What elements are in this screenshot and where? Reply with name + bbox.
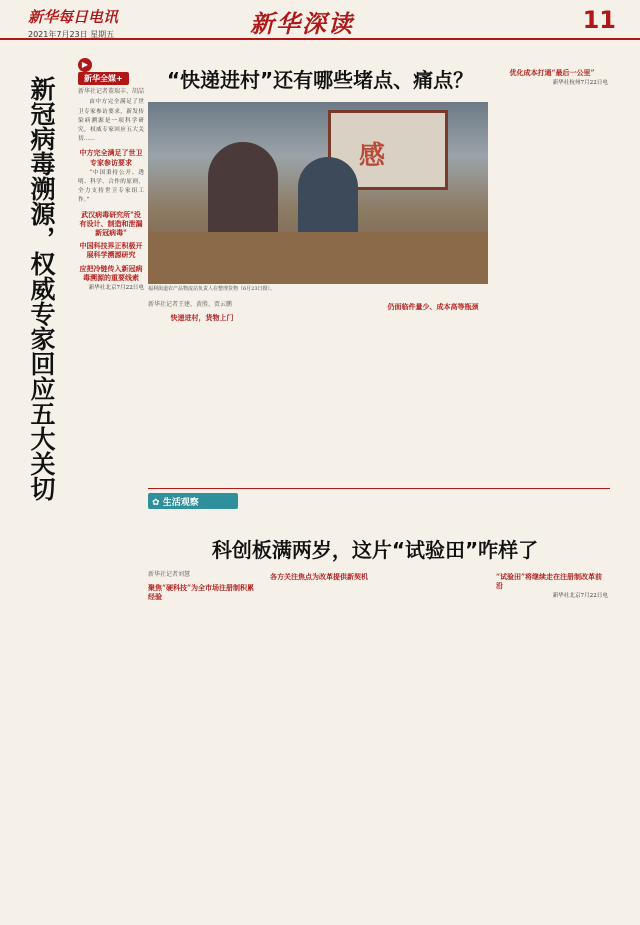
left-sub2: 武汉病毒研究所"没有设计、制造和泄漏新冠病毒" bbox=[79, 209, 143, 238]
issue-date: 2021年7月23日 星期五 bbox=[28, 30, 115, 39]
section-divider bbox=[148, 488, 610, 489]
bottom-byline: 新华社记者刘慧 bbox=[148, 571, 191, 578]
left-article-tag: ▶新华全媒+ bbox=[78, 58, 144, 85]
left-article-title-block bbox=[22, 58, 70, 518]
newspaper-logo: 新华每日电讯 bbox=[28, 8, 119, 26]
bottom-signature: 新华社北京7月22日电 bbox=[552, 593, 608, 600]
left-article-title: 新冠病毒溯源，权威专家回应五大关切 bbox=[27, 75, 56, 501]
article-photo bbox=[148, 102, 488, 284]
section-title: 新华深读 bbox=[250, 9, 354, 38]
page-number: 11 bbox=[582, 6, 616, 34]
top-column-3 bbox=[378, 298, 488, 488]
photo-sign: 感 bbox=[328, 110, 448, 190]
top-sub1: 快递进村，货物上门 bbox=[170, 313, 234, 323]
bottom-sub1: 聚焦“硬科技”为全市场注册制积累经验 bbox=[148, 583, 255, 602]
top-column-1 bbox=[148, 298, 256, 488]
top-column-2 bbox=[262, 298, 372, 488]
top-signature: 新华社杭州7月22日电 bbox=[552, 80, 608, 87]
left-signature: 新华社北京7月22日电 bbox=[88, 285, 144, 292]
left-sub4: 应把冷链传入新冠病毒溯源的重要线索 bbox=[79, 263, 143, 282]
bottom-column-2 bbox=[264, 568, 374, 908]
top-column-4 bbox=[496, 64, 608, 524]
top-sub3: 优化成本打通“最后一公里” bbox=[509, 68, 595, 77]
left-intro: 由中方完全满足了世卫专家参访要求，新发传染病溯源是一项科学研究，权威专家回应五大关切…… bbox=[78, 99, 144, 143]
left-byline: 新华社记者董瑞丰、胡喆 bbox=[78, 88, 144, 96]
bottom-sub3: “试验田”将继续走在注册制改革前沿 bbox=[496, 572, 603, 591]
top-byline: 新华社记者王建、黄胜、贾云鹏 bbox=[148, 301, 233, 308]
left-sub1: 中方完全满足了世卫专家参访要求 bbox=[79, 148, 143, 167]
bottom-article-title: 科创板满两岁，这片“试验田”咋样了 bbox=[211, 538, 539, 562]
left-article-column bbox=[78, 58, 144, 908]
top-article-title: “快递进村”还有哪些堵点、痛点？ bbox=[166, 68, 474, 92]
photo-caption: 福利街道农产品物流站负责人在整理货物（6月23日摄）。 bbox=[148, 286, 276, 292]
bottom-column-1 bbox=[148, 568, 258, 908]
photo-table bbox=[148, 232, 488, 284]
masthead-left bbox=[28, 6, 118, 40]
left-sub3: 中国科技界正积极开展科学溯源研究 bbox=[79, 241, 143, 260]
bottom-sub2: 各方关注焦点为改革提供新契机 bbox=[270, 572, 368, 581]
left-body-1: “中国秉持公开、透明、科学、合作的原则，全力支持世卫专家组工作。” bbox=[78, 169, 144, 204]
media-icon: ▶ bbox=[78, 58, 92, 72]
life-observation-tag: ✿ 生活观察 bbox=[148, 493, 238, 509]
top-sub2: 仍面临件量少、成本高等瓶颈 bbox=[387, 302, 479, 311]
leaf-icon: ✿ bbox=[152, 498, 163, 508]
masthead bbox=[0, 0, 640, 40]
bottom-column-3 bbox=[380, 568, 490, 908]
bottom-column-4 bbox=[496, 568, 608, 908]
